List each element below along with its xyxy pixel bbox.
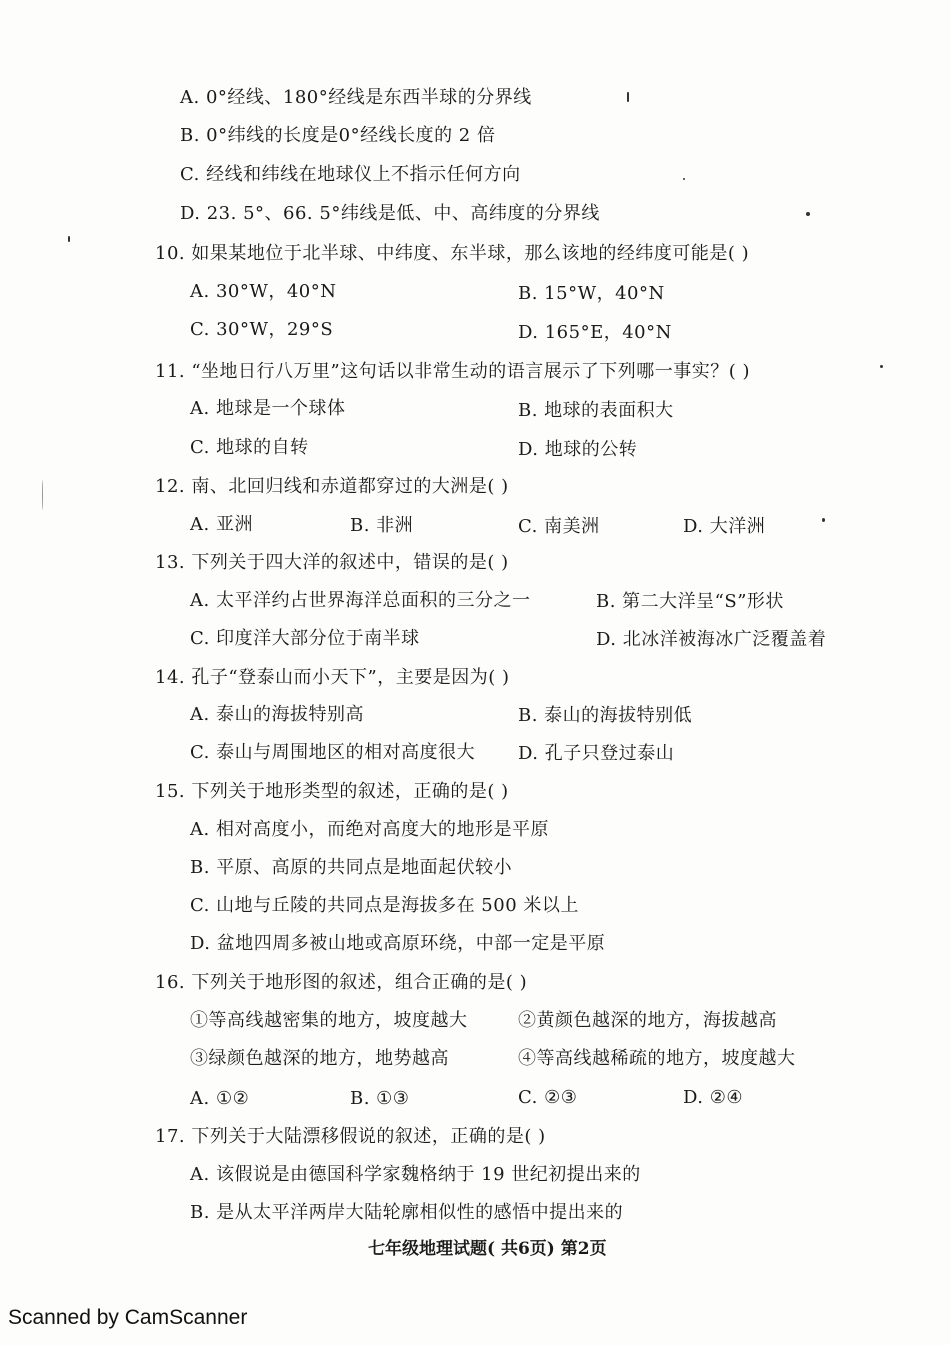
q10-option-c: C. 30°W，29°S (190, 319, 334, 340)
q12-option-c: C. 南美洲 (518, 516, 600, 537)
q17-option-a: A. 该假说是由德国科学家魏格纳于 19 世纪初提出来的 (190, 1164, 641, 1185)
q13-stem: 13. 下列关于四大洋的叙述中，错误的是( ) (155, 552, 509, 573)
q10-option-d: D. 165°E，40°N (518, 322, 672, 343)
q11-option-d: D. 地球的公转 (518, 439, 638, 460)
scan-speck (683, 178, 685, 180)
scan-speck (822, 518, 825, 522)
q16-option-c: C. ②③ (518, 1087, 578, 1108)
q14-option-a: A. 泰山的海拔特别高 (190, 704, 364, 725)
q11-option-a: A. 地球是一个球体 (190, 398, 346, 419)
q16-option-a: A. ①② (190, 1088, 250, 1109)
camscanner-watermark: Scanned by CamScanner (8, 1306, 248, 1329)
q12-option-a: A. 亚洲 (190, 514, 253, 535)
scan-speck (880, 365, 883, 368)
q14-stem: 14. 孔子“登泰山而小天下”，主要是因为( ) (155, 667, 510, 688)
q9-option-d: D. 23. 5°、66. 5°纬线是低、中、高纬度的分界线 (180, 203, 600, 224)
q16-option-b: B. ①③ (350, 1088, 410, 1109)
q9-option-b: B. 0°纬线的长度是0°经线长度的 2 倍 (180, 125, 496, 146)
q16-stem: 16. 下列关于地形图的叙述，组合正确的是( ) (155, 972, 528, 993)
q14-option-c: C. 泰山与周围地区的相对高度很大 (190, 742, 476, 763)
q9-option-a: A. 0°经线、180°经线是东西半球的分界线 (180, 87, 532, 108)
q13-option-b: B. 第二大洋呈“S”形状 (596, 591, 784, 612)
q12-option-d: D. 大洋洲 (683, 516, 766, 537)
scan-speck (68, 236, 70, 242)
q12-option-b: B. 非洲 (350, 515, 414, 536)
q10-option-b: B. 15°W，40°N (518, 283, 665, 304)
scan-speck (806, 212, 810, 216)
q15-option-c: C. 山地与丘陵的共同点是海拔多在 500 米以上 (190, 895, 579, 916)
scan-speck (42, 480, 43, 510)
q17-option-b: B. 是从太平洋两岸大陆轮廓相似性的感悟中提出来的 (190, 1202, 624, 1223)
q13-option-a: A. 太平洋约占世界海洋总面积的三分之一 (190, 590, 531, 611)
q16-statement-1: ①等高线越密集的地方，坡度越大 (190, 1010, 468, 1031)
q15-stem: 15. 下列关于地形类型的叙述，正确的是( ) (155, 781, 509, 802)
q16-option-d: D. ②④ (683, 1087, 744, 1108)
scan-speck (627, 92, 629, 102)
q10-stem: 10. 如果某地位于北半球、中纬度、东半球，那么该地的经纬度可能是( ) (155, 243, 750, 264)
q13-option-d: D. 北冰洋被海冰广泛覆盖着 (596, 629, 827, 650)
q11-stem: 11. “坐地日行八万里”这句话以非常生动的语言展示了下列哪一事实？( ) (155, 361, 751, 382)
q9-option-c: C. 经线和纬线在地球仪上不指示任何方向 (180, 164, 521, 185)
q16-statement-4: ④等高线越稀疏的地方，坡度越大 (518, 1048, 796, 1069)
q14-option-d: D. 孔子只登过泰山 (518, 743, 675, 764)
q14-option-b: B. 泰山的海拔特别低 (518, 705, 693, 726)
q11-option-c: C. 地球的自转 (190, 437, 309, 458)
q12-stem: 12. 南、北回归线和赤道都穿过的大洲是( ) (155, 476, 509, 497)
q17-stem: 17. 下列关于大陆漂移假说的叙述，正确的是( ) (155, 1126, 546, 1147)
q15-option-d: D. 盆地四周多被山地或高原环绕，中部一定是平原 (190, 933, 606, 954)
q16-statement-2: ②黄颜色越深的地方，海拔越高 (518, 1010, 777, 1031)
q10-option-a: A. 30°W，40°N (190, 281, 337, 302)
q13-option-c: C. 印度洋大部分位于南半球 (190, 628, 420, 649)
q15-option-a: A. 相对高度小，而绝对高度大的地形是平原 (190, 819, 549, 840)
page-footer: 七年级地理试题( 共6页) 第2页 (368, 1239, 607, 1259)
q11-option-b: B. 地球的表面积大 (518, 400, 674, 421)
q15-option-b: B. 平原、高原的共同点是地面起伏较小 (190, 857, 513, 878)
q16-statement-3: ③绿颜色越深的地方，地势越高 (190, 1048, 449, 1069)
